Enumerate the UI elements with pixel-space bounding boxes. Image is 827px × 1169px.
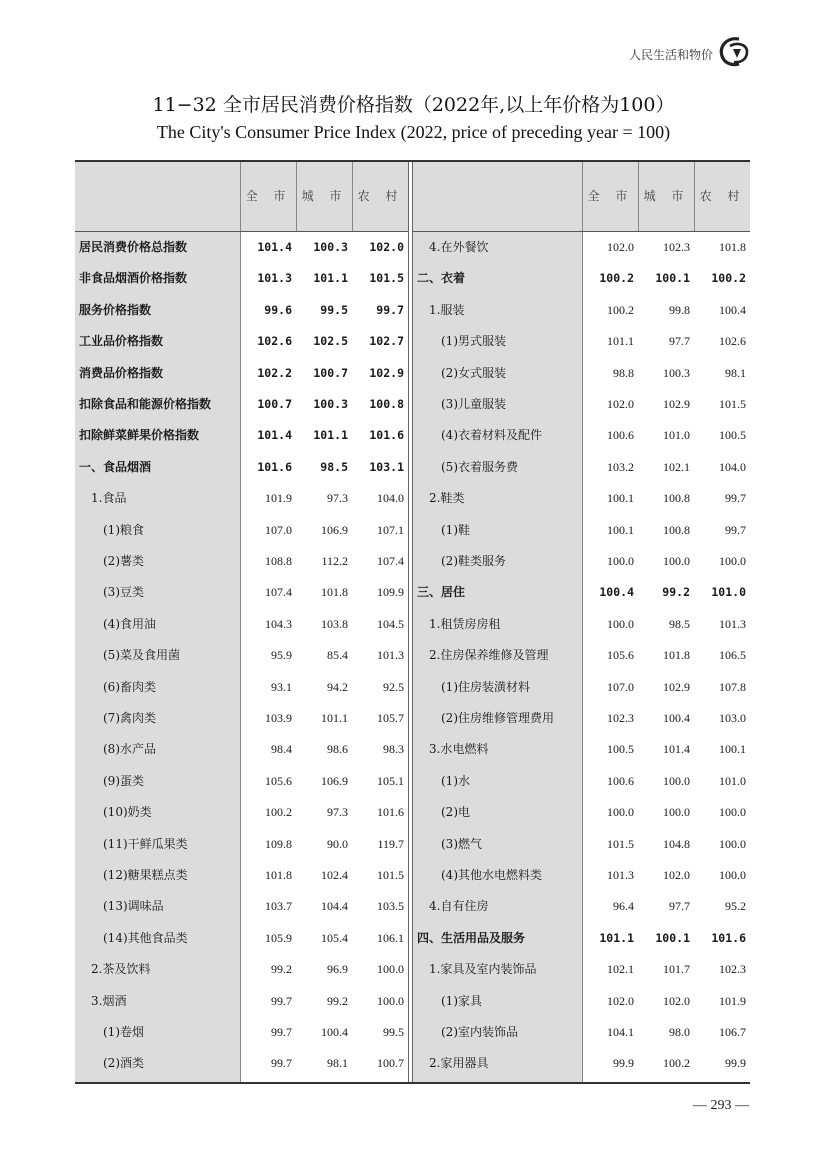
value-total: 100.2 — [607, 302, 634, 317]
row-label: 4.自有住房 — [429, 899, 489, 914]
value-urban: 90.0 — [327, 836, 348, 851]
table-row — [413, 420, 750, 451]
row-label: 服务价格指数 — [79, 302, 152, 317]
value-rural: 98.1 — [725, 365, 746, 380]
value-total: 105.9 — [265, 930, 292, 945]
table-row — [413, 295, 750, 326]
table-row — [75, 420, 408, 451]
row-label: (5)衣着服务费 — [441, 459, 518, 474]
row-label: 2.住房保养维修及管理 — [429, 648, 549, 663]
value-total: 98.8 — [613, 365, 634, 380]
value-urban: 103.8 — [321, 616, 348, 631]
table-row — [413, 703, 750, 734]
value-rural: 101.6 — [377, 805, 404, 820]
value-rural: 100.0 — [719, 554, 746, 568]
value-total: 102.0 — [607, 240, 634, 254]
row-label: 2.茶及饮料 — [91, 962, 151, 977]
value-rural: 103.5 — [377, 899, 404, 914]
table-title-en: The City's Consumer Price Index (2022, price of preceding year = 100) — [156, 122, 671, 142]
value-urban: 102.0 — [663, 868, 690, 882]
value-total: 107.0 — [265, 522, 292, 537]
value-total: 105.6 — [607, 648, 634, 663]
value-total: 100.4 — [599, 585, 634, 600]
row-label: 1.食品 — [91, 491, 127, 506]
row-label: (1)鞋 — [441, 522, 470, 537]
value-urban: 106.9 — [321, 522, 348, 537]
value-total: 101.5 — [607, 836, 634, 851]
value-urban: 102.0 — [663, 993, 690, 1008]
value-total: 101.6 — [257, 459, 292, 474]
value-rural: 104.0 — [377, 491, 404, 506]
table-row — [75, 515, 408, 546]
value-urban: 98.0 — [669, 1025, 690, 1039]
table-row — [75, 797, 408, 828]
value-rural: 102.6 — [719, 334, 746, 349]
table-row — [75, 829, 408, 860]
row-label: 消费品价格指数 — [79, 365, 164, 380]
table-row — [413, 766, 750, 797]
row-label: (3)燃气 — [441, 836, 482, 851]
table-row — [413, 829, 750, 860]
table-row — [413, 326, 750, 357]
value-urban: 99.2 — [327, 993, 348, 1008]
value-total: 100.2 — [599, 271, 634, 286]
value-total: 100.0 — [607, 805, 634, 820]
row-label: (1)家具 — [441, 993, 482, 1008]
table-row — [75, 295, 408, 326]
value-urban: 97.3 — [327, 805, 348, 820]
value-urban: 102.5 — [313, 334, 348, 349]
value-rural: 101.6 — [369, 428, 404, 443]
value-rural: 101.5 — [369, 271, 404, 286]
value-rural: 99.7 — [725, 491, 746, 506]
value-total: 102.3 — [607, 711, 634, 725]
value-urban: 102.1 — [663, 459, 690, 474]
value-rural: 99.5 — [383, 1025, 404, 1039]
row-label: (6)畜肉类 — [103, 679, 156, 694]
table-row — [413, 358, 750, 389]
value-urban: 100.0 — [663, 554, 690, 568]
value-total: 96.4 — [613, 899, 634, 914]
row-label: (8)水产品 — [103, 742, 156, 757]
row-label: (5)菜及食用菌 — [103, 648, 180, 663]
row-label: (1)水 — [441, 773, 470, 788]
value-urban: 98.6 — [327, 742, 348, 757]
value-rural: 107.1 — [377, 522, 404, 537]
value-total: 101.3 — [257, 271, 292, 286]
value-urban: 100.3 — [663, 365, 690, 380]
col-header-total: 全 市 — [240, 162, 296, 231]
row-label: (3)豆类 — [103, 585, 144, 600]
chapter-logo-icon — [717, 36, 751, 68]
value-urban: 100.1 — [655, 271, 690, 286]
row-label: 4.在外餐饮 — [429, 240, 489, 254]
value-total: 100.1 — [607, 522, 634, 537]
value-total: 107.0 — [607, 679, 634, 694]
value-total: 107.4 — [265, 585, 292, 600]
value-rural: 100.5 — [719, 428, 746, 443]
value-rural: 92.5 — [383, 679, 404, 694]
value-rural: 102.9 — [369, 365, 404, 380]
table-row — [75, 1048, 408, 1079]
value-urban: 99.2 — [662, 585, 690, 600]
value-urban: 100.4 — [321, 1025, 348, 1039]
row-label: (2)女式服装 — [441, 365, 506, 380]
row-label: (4)其他水电燃料类 — [441, 868, 542, 882]
value-urban: 104.8 — [663, 836, 690, 851]
value-urban: 98.5 — [320, 459, 348, 474]
value-total: 99.7 — [271, 993, 292, 1008]
value-total: 102.6 — [257, 334, 292, 349]
value-urban: 100.3 — [313, 397, 348, 411]
value-urban: 98.5 — [669, 616, 690, 631]
row-label: (13)调味品 — [103, 899, 164, 914]
value-rural: 101.5 — [719, 397, 746, 411]
table-row — [75, 1017, 408, 1048]
col-header-rural: 农 村 — [694, 162, 750, 231]
table-row — [75, 483, 408, 514]
row-label: 工业品价格指数 — [79, 334, 164, 349]
value-rural: 101.6 — [711, 930, 746, 945]
value-urban: 97.7 — [669, 899, 690, 914]
value-total: 100.6 — [607, 428, 634, 443]
value-rural: 107.4 — [377, 554, 404, 568]
value-total: 108.8 — [265, 554, 292, 568]
table-row — [75, 954, 408, 985]
value-urban: 101.7 — [663, 962, 690, 977]
row-label: 扣除鲜菜鲜果价格指数 — [79, 428, 200, 443]
value-urban: 100.3 — [313, 240, 348, 254]
row-label: (10)奶类 — [103, 805, 152, 820]
row-label: 二、衣着 — [417, 271, 466, 286]
table-row — [413, 263, 750, 294]
row-label: 3.烟酒 — [91, 993, 127, 1008]
row-label: (3)儿童服装 — [441, 397, 506, 411]
row-label: (12)糖果糕点类 — [103, 868, 188, 882]
row-label: (2)住房维修管理费用 — [441, 711, 554, 725]
value-rural: 101.0 — [719, 773, 746, 788]
row-label: 一、食品烟酒 — [79, 459, 152, 474]
value-urban: 100.7 — [313, 365, 348, 380]
value-rural: 100.0 — [719, 868, 746, 882]
table-row — [413, 954, 750, 985]
value-rural: 106.7 — [719, 1025, 746, 1039]
value-rural: 109.9 — [377, 585, 404, 600]
col-header-total: 全 市 — [582, 162, 638, 231]
row-label: (2)鞋类服务 — [441, 554, 506, 568]
value-total: 101.4 — [257, 428, 292, 443]
table-row — [75, 766, 408, 797]
value-urban: 106.9 — [321, 773, 348, 788]
table-row — [75, 577, 408, 608]
table-row — [413, 577, 750, 608]
table-header-right — [413, 162, 750, 232]
row-label: (11)干鲜瓜果类 — [103, 836, 188, 851]
value-rural: 104.5 — [377, 616, 404, 631]
row-label: (1)住房装潢材料 — [441, 679, 530, 694]
value-rural: 100.2 — [711, 271, 746, 286]
value-rural: 100.0 — [377, 962, 404, 977]
table-row — [413, 452, 750, 483]
value-rural: 99.9 — [725, 1056, 746, 1071]
row-label: 扣除食品和能源价格指数 — [79, 397, 212, 411]
value-rural: 101.3 — [719, 616, 746, 631]
table-row — [413, 640, 750, 671]
value-rural: 101.5 — [377, 868, 404, 882]
value-rural: 101.0 — [711, 585, 746, 600]
col-header-urban: 城 市 — [296, 162, 352, 231]
table-row — [413, 483, 750, 514]
value-urban: 112.2 — [321, 554, 348, 568]
value-total: 100.0 — [607, 616, 634, 631]
table-row — [75, 609, 408, 640]
value-urban: 100.0 — [663, 805, 690, 820]
value-rural: 100.0 — [719, 805, 746, 820]
value-urban: 97.3 — [327, 491, 348, 506]
value-total: 102.1 — [607, 962, 634, 977]
row-label: (1)男式服装 — [441, 334, 506, 349]
value-rural: 100.1 — [719, 742, 746, 757]
value-urban: 85.4 — [327, 648, 348, 663]
value-total: 100.1 — [607, 491, 634, 506]
table-row — [75, 923, 408, 954]
table-row — [413, 923, 750, 954]
table-row — [75, 263, 408, 294]
cpi-table — [75, 160, 750, 1084]
table-row — [75, 986, 408, 1017]
table-row — [413, 986, 750, 1017]
table-right-half — [413, 162, 750, 1082]
row-label: (7)禽肉类 — [103, 711, 156, 725]
row-label: (4)衣着材料及配件 — [441, 428, 542, 443]
value-rural: 100.0 — [719, 836, 746, 851]
value-total: 95.9 — [271, 648, 292, 663]
table-row — [75, 703, 408, 734]
value-total: 109.8 — [265, 836, 292, 851]
value-total: 99.2 — [271, 962, 292, 977]
value-urban: 100.1 — [655, 930, 690, 945]
value-total: 100.2 — [265, 805, 292, 820]
value-rural: 103.0 — [719, 711, 746, 725]
value-rural: 105.1 — [377, 773, 404, 788]
table-row — [413, 546, 750, 577]
value-total: 99.7 — [271, 1025, 292, 1039]
value-rural: 107.8 — [719, 679, 746, 694]
table-row — [75, 891, 408, 922]
chapter-title: 人民生活和物价 — [628, 48, 713, 62]
value-rural: 100.0 — [377, 993, 404, 1008]
table-row — [75, 389, 408, 420]
value-rural: 105.7 — [377, 711, 404, 725]
row-label: 1.租赁房房租 — [429, 616, 501, 631]
row-label: 居民消费价格总指数 — [79, 240, 188, 254]
table-row — [413, 1017, 750, 1048]
value-rural: 102.7 — [369, 334, 404, 349]
value-urban: 100.8 — [663, 491, 690, 506]
value-urban: 100.0 — [663, 773, 690, 788]
table-row — [75, 640, 408, 671]
value-urban: 102.9 — [663, 679, 690, 694]
table-row — [413, 515, 750, 546]
value-total: 101.1 — [607, 334, 634, 349]
value-rural: 101.3 — [377, 648, 404, 663]
value-total: 103.9 — [265, 711, 292, 725]
table-row — [413, 734, 750, 765]
value-rural: 106.1 — [377, 930, 404, 945]
value-urban: 99.8 — [669, 302, 690, 317]
value-urban: 102.4 — [321, 868, 348, 882]
value-urban: 101.8 — [663, 648, 690, 663]
table-row — [75, 358, 408, 389]
row-label: 2.鞋类 — [429, 491, 465, 506]
value-total: 99.6 — [264, 302, 292, 317]
value-urban: 101.4 — [663, 742, 690, 757]
value-rural: 102.3 — [719, 962, 746, 977]
value-rural: 119.7 — [377, 836, 404, 851]
value-total: 99.7 — [271, 1056, 292, 1071]
value-total: 99.9 — [613, 1056, 634, 1071]
value-rural: 100.7 — [377, 1056, 404, 1071]
table-row — [413, 860, 750, 891]
value-total: 101.3 — [607, 868, 634, 882]
value-total: 100.6 — [607, 773, 634, 788]
value-urban: 101.1 — [321, 711, 348, 725]
value-total: 93.1 — [271, 679, 292, 694]
value-total: 105.6 — [265, 773, 292, 788]
value-urban: 102.9 — [663, 397, 690, 411]
table-row — [75, 452, 408, 483]
row-label: (2)室内装饰品 — [441, 1025, 518, 1039]
value-total: 101.4 — [257, 240, 292, 254]
value-rural: 100.8 — [369, 397, 404, 411]
value-rural: 100.4 — [719, 302, 746, 317]
row-label: 1.服装 — [429, 302, 465, 317]
value-rural: 101.8 — [719, 240, 746, 254]
value-urban: 102.3 — [663, 240, 690, 254]
value-urban: 101.1 — [313, 271, 348, 286]
table-row — [413, 609, 750, 640]
value-total: 103.2 — [607, 459, 634, 474]
value-rural: 99.7 — [376, 302, 404, 317]
row-label: 非食品烟酒价格指数 — [79, 271, 188, 286]
col-header-urban: 城 市 — [638, 162, 694, 231]
value-total: 104.1 — [607, 1025, 634, 1039]
table-row — [413, 389, 750, 420]
row-label: 3.水电燃料 — [429, 742, 489, 757]
row-label: 2.家用器具 — [429, 1056, 489, 1071]
value-total: 102.0 — [607, 397, 634, 411]
row-label: 四、生活用品及服务 — [417, 930, 526, 945]
value-total: 104.3 — [265, 616, 292, 631]
value-urban: 100.4 — [663, 711, 690, 725]
value-total: 100.5 — [607, 742, 634, 757]
value-total: 103.7 — [265, 899, 292, 914]
value-rural: 104.0 — [719, 459, 746, 474]
value-urban: 96.9 — [327, 962, 348, 977]
value-total: 101.8 — [265, 868, 292, 882]
table-row — [413, 232, 750, 263]
col-header-rural: 农 村 — [352, 162, 408, 231]
row-label: (2)薯类 — [103, 554, 144, 568]
table-row — [413, 891, 750, 922]
table-row — [413, 797, 750, 828]
row-label: (1)卷烟 — [103, 1025, 144, 1039]
value-urban: 99.5 — [320, 302, 348, 317]
value-total: 100.7 — [257, 397, 292, 411]
row-label: (2)酒类 — [103, 1056, 144, 1071]
value-total: 102.0 — [607, 993, 634, 1008]
row-label: (14)其他食品类 — [103, 930, 188, 945]
value-urban: 101.8 — [321, 585, 348, 600]
value-rural: 99.7 — [725, 522, 746, 537]
value-urban: 104.4 — [321, 899, 348, 914]
table-row — [75, 734, 408, 765]
value-total: 102.2 — [257, 365, 292, 380]
row-label: 三、居住 — [417, 585, 466, 600]
value-urban: 101.1 — [313, 428, 348, 443]
value-rural: 98.3 — [383, 742, 404, 757]
value-total: 101.1 — [599, 930, 634, 945]
table-row — [75, 546, 408, 577]
table-row — [75, 672, 408, 703]
value-rural: 101.9 — [719, 993, 746, 1008]
table-row — [413, 672, 750, 703]
table-row — [413, 1048, 750, 1079]
value-urban: 101.0 — [663, 428, 690, 443]
table-row — [75, 232, 408, 263]
row-label: (2)电 — [441, 805, 470, 820]
row-label: (9)蛋类 — [103, 773, 144, 788]
value-urban: 100.2 — [663, 1056, 690, 1071]
value-rural: 95.2 — [725, 899, 746, 914]
value-rural: 106.5 — [719, 648, 746, 663]
value-rural: 102.0 — [369, 240, 404, 254]
table-title-cn: 11−32 全市居民消费价格指数（2022年,以上年价格为100） — [152, 94, 675, 116]
value-urban: 105.4 — [321, 930, 348, 945]
value-urban: 98.1 — [327, 1056, 348, 1071]
row-label: 1.家具及室内装饰品 — [429, 962, 537, 977]
value-urban: 100.8 — [663, 522, 690, 537]
row-label: (1)粮食 — [103, 522, 144, 537]
table-row — [75, 326, 408, 357]
value-rural: 103.1 — [369, 459, 404, 474]
row-label: (4)食用油 — [103, 616, 156, 631]
table-row — [75, 860, 408, 891]
value-urban: 94.2 — [327, 679, 348, 694]
value-total: 98.4 — [271, 742, 292, 757]
page-number: — 293 — — [693, 1098, 749, 1113]
value-total: 101.9 — [265, 491, 292, 506]
value-urban: 97.7 — [669, 334, 690, 349]
table-header-left — [75, 162, 408, 232]
value-total: 100.0 — [607, 554, 634, 568]
table-left-half — [75, 162, 408, 1082]
